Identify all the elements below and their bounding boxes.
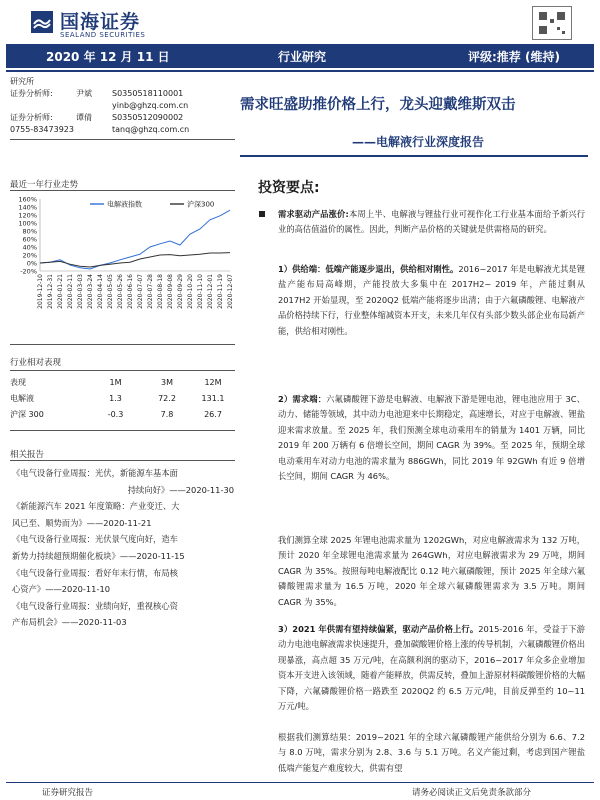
related-report-line[interactable]: 持续向好》——2020-11-30 bbox=[127, 484, 234, 495]
related-report-line[interactable]: 新势力持续超预期催化板块》——2020-11-15 bbox=[12, 550, 185, 561]
x-tick-label: 2020-04-14 bbox=[97, 274, 104, 309]
invest-paragraph-4 bbox=[278, 622, 585, 714]
related-title: 相关报告 bbox=[10, 450, 45, 460]
logo-english: SEALAND SECURITIES bbox=[60, 31, 146, 39]
x-tick-label: 2020-02-11 bbox=[67, 274, 74, 309]
performance-table bbox=[10, 374, 235, 422]
paragraph-lead: 1）供给端：低端产能逐步退出，供给相对刚性。 bbox=[278, 264, 459, 274]
analyst2-name: 谭倩 bbox=[76, 113, 92, 122]
logo-icon bbox=[30, 10, 54, 34]
y-tick-label: 80% bbox=[22, 227, 37, 236]
related-report-line[interactable]: 《电气设备行业周报：业绩向好，重视核心资 bbox=[12, 600, 178, 611]
analyst1-name: 尹斌 bbox=[76, 89, 92, 98]
footer-divider bbox=[6, 782, 594, 783]
qr-stamp bbox=[532, 6, 572, 40]
header-underline bbox=[6, 70, 594, 72]
table-header: 3M bbox=[161, 377, 173, 387]
paragraph-text: 根据我们测算结果：2019~2021 年的全球六氟磷酸锂产能供给分别为 6.6、7.2 与 8.0 万吨，需求分别为 2.8、3.6 与 5.1 万吨。名义产能过剩，考虑到国产锂盐低端产能复产难度较大，供需有望 bbox=[278, 732, 585, 773]
x-tick-label: 2020-12-07 bbox=[227, 274, 234, 309]
y-tick-label: 120% bbox=[18, 211, 37, 220]
table-header: 1M bbox=[109, 377, 122, 387]
x-tick-label: 2020-11-19 bbox=[217, 274, 224, 309]
invest-paragraph-3 bbox=[278, 533, 585, 610]
industry-trend-chart bbox=[10, 193, 236, 338]
analyst2-cert: S0350512090002 bbox=[112, 113, 184, 122]
x-tick-label: 2020-03-03 bbox=[77, 274, 84, 309]
invest-paragraph-2 bbox=[278, 392, 585, 484]
legend-label: 电解液指数 bbox=[107, 200, 142, 209]
analyst1-cert: S0350518110001 bbox=[112, 89, 184, 98]
y-tick-label: -20% bbox=[20, 267, 37, 276]
footer-left: 证券研究报告 bbox=[42, 788, 94, 798]
footer-disclaimer: 请务必阅读正文后免责条款部分 bbox=[412, 788, 532, 798]
x-tick-label: 2020-10-20 bbox=[187, 274, 194, 309]
title-divider bbox=[240, 155, 588, 157]
report-title: 需求旺盛助推价格上行，龙头迎戴维斯双击 bbox=[240, 97, 516, 113]
x-tick-label: 2020-05-26 bbox=[117, 274, 124, 309]
report-type: 行业研究 bbox=[278, 50, 327, 64]
y-tick-label: 160% bbox=[18, 195, 37, 204]
header-bar bbox=[6, 44, 594, 68]
paragraph-lead: 需求驱动产品涨价: bbox=[278, 209, 349, 219]
divider bbox=[10, 460, 235, 461]
analyst2-label: 证券分析师: bbox=[10, 113, 53, 122]
related-report-line[interactable]: 《新能源汽车 2021 年度策略：产业变迁、大 bbox=[12, 501, 180, 512]
table-header: 12M bbox=[204, 377, 222, 387]
related-reports-list bbox=[12, 465, 234, 631]
x-tick-label: 2020-07-07 bbox=[137, 274, 144, 309]
table-header: 表现 bbox=[10, 377, 26, 387]
x-tick-label: 2020-12-01 bbox=[207, 274, 214, 309]
paragraph-text: 六氟磷酸锂下游是电解液、电解液下游是锂电池，锂电池应用于 3C、动力、储能等领域，其中动力电池迎来中长期稳定，高速增长，对应于电解液、锂盐迎来需求放量。至 2025 年，我们预测全球电动乘用车的销量为 1401 万辆，同比 2019 年 200 万辆有 6 倍增长空间，期间 CAGR 为 39%。至 2025 年，预期全球电动乘用车对动力电池的需求量为 886GWh，同比 2019 年 92GWh 有近 9 倍增长空间，期间 CAGR 为 46%。 bbox=[278, 394, 585, 482]
x-tick-label: 2019-12-10 bbox=[37, 274, 44, 309]
paragraph-text: 2015-2016 年，受益于下游动力电池电解液需求快速提升，叠加碳酸锂价格上涨的传导机制，六氟磷酸锂价格出现暴涨，高点超 35 万元/吨，在高额利润的驱动下，2016~2017 年众多企业增加资本开支进入该领域，随着产能释放，供需反转，叠加上游原材料碳酸锂价格的大幅下降，六氟磷酸锂价格一路跌至 2020Q2 约 6.5 万元/吨，目前反弹至约 10~11 万元/吨。 bbox=[278, 624, 585, 712]
x-tick-label: 2020-11-10 bbox=[197, 274, 204, 309]
paragraph-lead: 2）需求端： bbox=[278, 394, 327, 404]
analyst1-email: yinb@ghzq.com.cn bbox=[112, 101, 189, 110]
stamp-icon bbox=[537, 10, 567, 36]
related-report-line[interactable]: 《电气设备行业周报：光伏景气度向好，造车 bbox=[12, 534, 178, 545]
x-tick-label: 2020-08-18 bbox=[157, 274, 164, 309]
report-date: 2020 年 12 月 11 日 bbox=[46, 50, 170, 64]
cell-1m: 1.3 bbox=[109, 393, 122, 403]
cell-3m: 7.8 bbox=[160, 409, 174, 419]
rating: 评级:推荐 (维持) bbox=[468, 50, 560, 64]
institute-label: 研究所 bbox=[10, 77, 34, 86]
paragraph-text: 2016~2017 年是电解液尤其是锂盐产能布局高峰期，产能投放大多集中在 2017H2~ 2019 年，产能过剩从 2017H2 开始显现，至 2020Q2 低端产能将逐步出清；由于六氟磷酸锂、电解液产品价格持续下行，行业整体缩减资本开支，未来几年仅有头部少数头部企业布局新产能，供给相对刚性。 bbox=[278, 264, 585, 336]
divider bbox=[10, 344, 235, 345]
cell-3m: 72.2 bbox=[158, 393, 176, 403]
table-row bbox=[10, 406, 235, 422]
x-tick-label: 2020-03-24 bbox=[87, 274, 94, 309]
x-tick-label: 2020-05-05 bbox=[107, 274, 114, 309]
divider bbox=[10, 190, 235, 191]
chart-section-title: 最近一年行业走势 bbox=[10, 180, 79, 190]
y-tick-label: 0% bbox=[26, 259, 37, 268]
y-tick-label: 40% bbox=[22, 243, 37, 252]
row-name: 沪深 300 bbox=[10, 409, 44, 419]
analyst2-phone: 0755-83473923 bbox=[10, 125, 74, 134]
invest-heading: 投资要点: bbox=[258, 180, 320, 196]
related-report-line[interactable]: 产布局机会》——2020-11-03 bbox=[12, 617, 127, 628]
logo-text: 国海证券 bbox=[60, 11, 141, 33]
divider bbox=[10, 139, 235, 140]
cell-1m: -0.3 bbox=[107, 409, 124, 419]
x-tick-label: 2019-12-31 bbox=[47, 274, 54, 309]
invest-paragraph-0 bbox=[278, 207, 585, 238]
related-report-line[interactable]: 心资产》——2020-11-10 bbox=[12, 584, 110, 595]
y-tick-label: 20% bbox=[22, 251, 37, 260]
x-tick-label: 2020-07-28 bbox=[147, 274, 154, 309]
x-tick-label: 2020-06-16 bbox=[127, 274, 134, 309]
cell-12m: 131.1 bbox=[201, 393, 225, 403]
table-header-row bbox=[10, 374, 235, 390]
analyst2-email: tanq@ghzq.com.cn bbox=[112, 125, 190, 134]
paragraph-lead: 3）2021 年供需有望持续偏紧，驱动产品价格上行。 bbox=[278, 624, 479, 634]
invest-paragraph-5 bbox=[278, 730, 585, 776]
related-report-line[interactable]: 风已至、顺势而为》——2020-11-21 bbox=[12, 517, 152, 528]
bullet-icon bbox=[259, 211, 265, 217]
legend-label: 沪深300 bbox=[187, 200, 215, 209]
cell-12m: 26.7 bbox=[204, 409, 222, 419]
related-report-line[interactable]: 《电气设备行业周报：看好年末行情，布局核 bbox=[12, 567, 178, 578]
y-tick-label: 60% bbox=[22, 235, 37, 244]
x-tick-label: 2020-09-29 bbox=[177, 274, 184, 309]
table-row bbox=[10, 390, 235, 406]
divider bbox=[10, 370, 235, 371]
series-line bbox=[40, 253, 230, 267]
y-tick-label: 100% bbox=[18, 219, 37, 228]
performance-title: 行业相对表现 bbox=[10, 358, 62, 368]
x-tick-label: 2020-01-21 bbox=[57, 274, 64, 309]
paragraph-text: 我们测算全球 2025 年锂电池需求量为 1202GWh，对应电解液需求为 132 万吨，预计 2020 年全球锂电池需求量为 264GWh，对应电解液需求为 29 万吨，期间 CAGR 为 35%。按照每吨电解液配比 0.12 吨六氟磷酸锂，预计 2025 年全球六氟磷酸锂需求量为 16.5 万吨，2020 年全球六氟磷酸锂需求为 3.5 万吨。期间 CAGR 为 35%。 bbox=[278, 535, 585, 607]
report-subtitle: ——电解液行业深度报告 bbox=[352, 135, 485, 149]
x-tick-label: 2020-09-08 bbox=[167, 274, 174, 309]
paragraph-text: 本周上半、电解液与锂盐行业可视作化工行业基本面给予新兴行业的高估值溢价的属性。因此，判断产品价格的关键就是供需格局的研究。 bbox=[278, 209, 585, 235]
y-tick-label: 140% bbox=[18, 203, 37, 212]
invest-paragraph-1 bbox=[278, 262, 585, 339]
related-report-line[interactable]: 《电气设备行业周报：光伏，新能源车基本面 bbox=[12, 468, 178, 478]
analyst1-label: 证券分析师: bbox=[10, 89, 53, 98]
row-name: 电解液 bbox=[10, 393, 34, 403]
divider bbox=[10, 430, 235, 431]
